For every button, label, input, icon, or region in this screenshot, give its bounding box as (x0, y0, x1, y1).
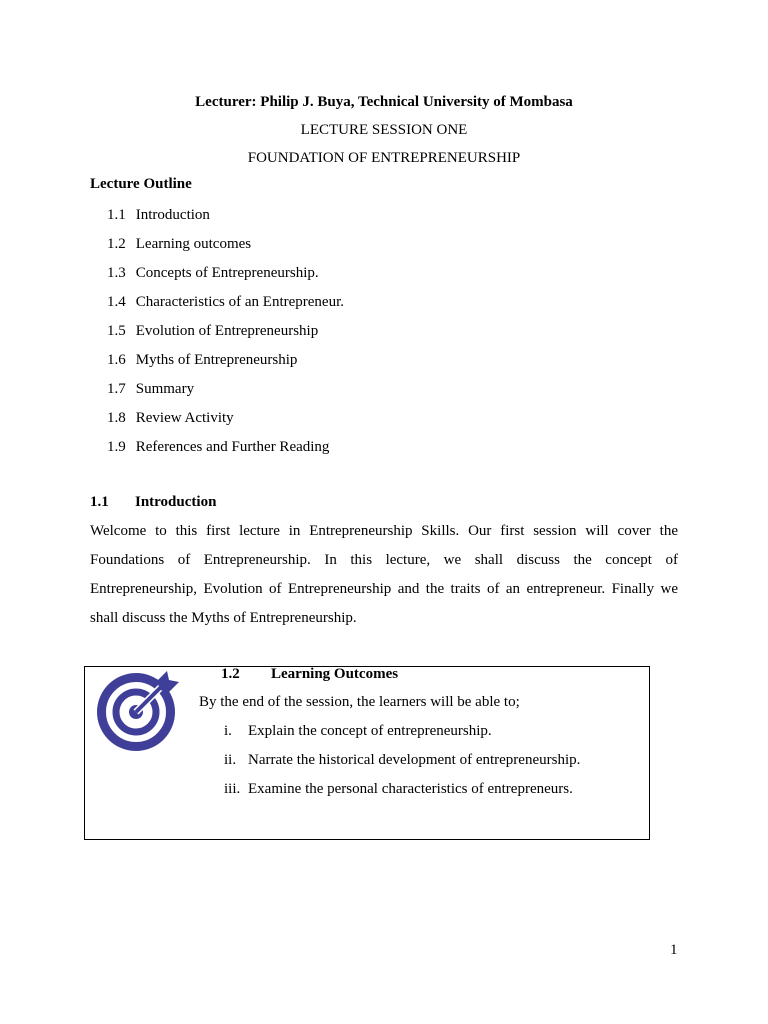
page-number: 1 (670, 942, 678, 958)
lecturer-line: Lecturer: Philip J. Buya, Technical University of Mombasa (195, 94, 573, 110)
outcome-item-number: ii. (224, 752, 237, 768)
outline-item (107, 321, 344, 350)
outline-item-number: 1.6 (107, 352, 126, 368)
outline-item-label: References and Further Reading (135, 439, 330, 455)
outline-item-label: Review Activity (135, 410, 234, 426)
outline-item-number: 1.7 (107, 381, 126, 397)
intro-section-number: 1.1 (90, 494, 109, 510)
outline-item-label: Characteristics of an Entrepreneur. (135, 294, 344, 310)
outcome-item-number: i. (224, 723, 232, 739)
outline-item-label: Introduction (135, 207, 210, 223)
target-icon (95, 668, 181, 759)
outline-item-label: Evolution of Entrepreneurship (135, 323, 319, 339)
intro-paragraph-text: Welcome to this first lecture in Entrepreneurship Skills. Our first session will cover the Foundations of Entrepreneurship. In this lecture, we shall discuss the concept of Entrepreneurship, Evolution of Entrepreneurship and the traits of an entrepreneur. Finally we shall discuss the Myths of Entrepreneurship. (90, 523, 678, 626)
intro-paragraph (90, 517, 678, 633)
session-title: LECTURE SESSION ONE (300, 122, 468, 138)
outline-item-number: 1.9 (107, 439, 126, 455)
outline-title: Lecture Outline (90, 176, 192, 192)
outcome-item-text: Narrate the historical development of entrepreneurship. (248, 752, 581, 768)
outline-item (107, 234, 344, 263)
outcome-item (224, 723, 492, 740)
outline-item-number: 1.1 (107, 207, 126, 223)
outline-item-number: 1.3 (107, 265, 126, 281)
outline-item (107, 292, 344, 321)
outline-list (107, 205, 344, 466)
outcomes-section-title: Learning Outcomes (271, 666, 399, 682)
outline-item-label: Concepts of Entrepreneurship. (135, 265, 319, 281)
outline-item (107, 379, 344, 408)
outcome-item (224, 752, 580, 769)
topic-title: FOUNDATION OF ENTREPRENEURSHIP (247, 150, 521, 166)
outline-item-number: 1.8 (107, 410, 126, 426)
outline-item-number: 1.5 (107, 323, 126, 339)
outcomes-section-number: 1.2 (221, 666, 240, 682)
outcome-item-text: Examine the personal characteristics of entrepreneurs. (248, 781, 573, 797)
outcome-item-text: Explain the concept of entrepreneurship. (248, 723, 492, 739)
outline-item-number: 1.2 (107, 236, 126, 252)
outline-item (107, 408, 344, 437)
outline-item (107, 205, 344, 234)
outcome-item (224, 781, 573, 798)
outline-item-number: 1.4 (107, 294, 126, 310)
outcome-item-number: iii. (224, 781, 241, 797)
outline-item (107, 350, 344, 379)
outline-item-label: Myths of Entrepreneurship (135, 352, 298, 368)
outline-item (107, 437, 344, 466)
outline-item (107, 263, 344, 292)
outline-item-label: Summary (135, 381, 195, 397)
outcomes-intro: By the end of the session, the learners will be able to; (199, 694, 520, 710)
intro-section-title: Introduction (135, 494, 217, 510)
outline-item-label: Learning outcomes (135, 236, 252, 252)
